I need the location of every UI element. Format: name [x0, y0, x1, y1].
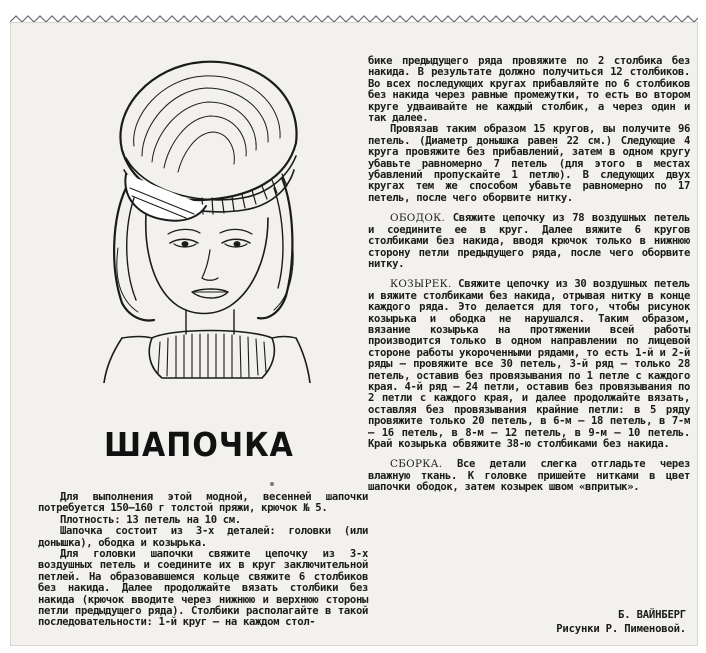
crown-continuation: бике предыдущего ряда провяжите по 2 столбика без накида. В результате должно получиться 12 столбиков. Во всех последующих кругах прибавляйте по 6 столбиков без накида через равные промежутки, то есть во втором круге удваивайте не каждый столбик, а через один и так далее. [368, 55, 690, 125]
article-page [10, 22, 698, 646]
sborka-section [368, 459, 690, 493]
credits [556, 608, 686, 636]
obodok-section [368, 213, 690, 270]
print-speck [270, 482, 274, 486]
crown-decrease-paragraph: Провязав таким образом 15 кругов, вы получите 96 петель. (Диаметр донышка равен 22 см.) Следующие 4 круга провяжите без прибавлений, затем в одном кругу убавьте равномерно 7 петель (для этого в местах убавлений пропускайте 1 петлю). В следующих двух кругах тем же способом убавьте равномерно по 17 петель, после чего оборвите нитку. [368, 123, 690, 204]
right-column [368, 56, 690, 494]
kozyrek-section [368, 279, 690, 450]
illustrator-credit: Рисунки Р. Пименовой. [556, 623, 686, 635]
intro-paragraph: Для выполнения этой модной, весенней шапочки потребуется 150—160 г толстой пряжи, крючок № 5. [38, 491, 368, 515]
woman-in-cap-illustration [82, 38, 312, 383]
obodok-text: Свяжите цепочку из 78 воздушных петель и соедините ее в круг. Далее вяжите 6 кругов столбиками без накида, вводя крючок только в нижнюю сторону петли предыдущего ряда, после чего оборвите нитку. [368, 212, 690, 270]
author-name: Б. ВАЙНБЕРГ [618, 609, 686, 621]
sborka-heading: СБОРКА. [390, 458, 443, 471]
left-body-text [38, 492, 368, 629]
page-title: ШАПОЧКА [104, 426, 294, 465]
density-paragraph: Плотность: 13 петель на 10 см. [60, 513, 241, 526]
kozyrek-text: Свяжите цепочку из 30 воздушных петель и вяжите столбиками без накида, отрывая нитку в конце каждого ряда. Это делается для того, чтобы рисунок козырька и ободка не нарушался. Таким образом, вязание козырька на протяжении всей работы производится только в одном направлении по лицевой стороне работы укороченными рядами, то есть 1-й и 2-й ряды — провяжите все 30 петель, 3-й ряд — только 28 петель, оставив без провязывания по 1 петле с каждого края. 4-й ряд — 24 петли, оставив без провязывания по 2 петли с каждого края, и далее продолжайте вязать, оставляя без провязывания крайние петли: в 5 ряду провяжите только 20 петель, в 6-м — 18 петель, в 7-м — 16 петель, в 8-м — 12 петель, в 9-м — 10 петель. Край козырька обвяжите 38-ю столбиками без накида. [368, 278, 690, 450]
crown-paragraph: Для головки шапочки свяжите цепочку из 3-х воздушных петель и соедините их в круг заключительной петлей. На образовавшемся кольце свяжите 6 столбиков без накида. Далее продолжайте вязать столбики без накида (крючок вводите через нижнюю и верхнюю стороны петли предыдущего ряда). Столбики располагайте в такой последовательности: 1-й круг — на каждом стол- [38, 548, 368, 629]
sborka-text: Все детали слегка отгладьте через влажную ткань. К головке пришейте нитками в цвет шапочки ободок, затем козырек швом «впритык». [368, 458, 690, 494]
left-column [22, 30, 368, 642]
kozyrek-heading: КОЗЫРЕК. [390, 278, 452, 291]
parts-paragraph: Шапочка состоит из 3-х деталей: головки (или донышка), ободка и козырька. [38, 525, 368, 549]
obodok-heading: ОБОДОК. [390, 212, 446, 225]
